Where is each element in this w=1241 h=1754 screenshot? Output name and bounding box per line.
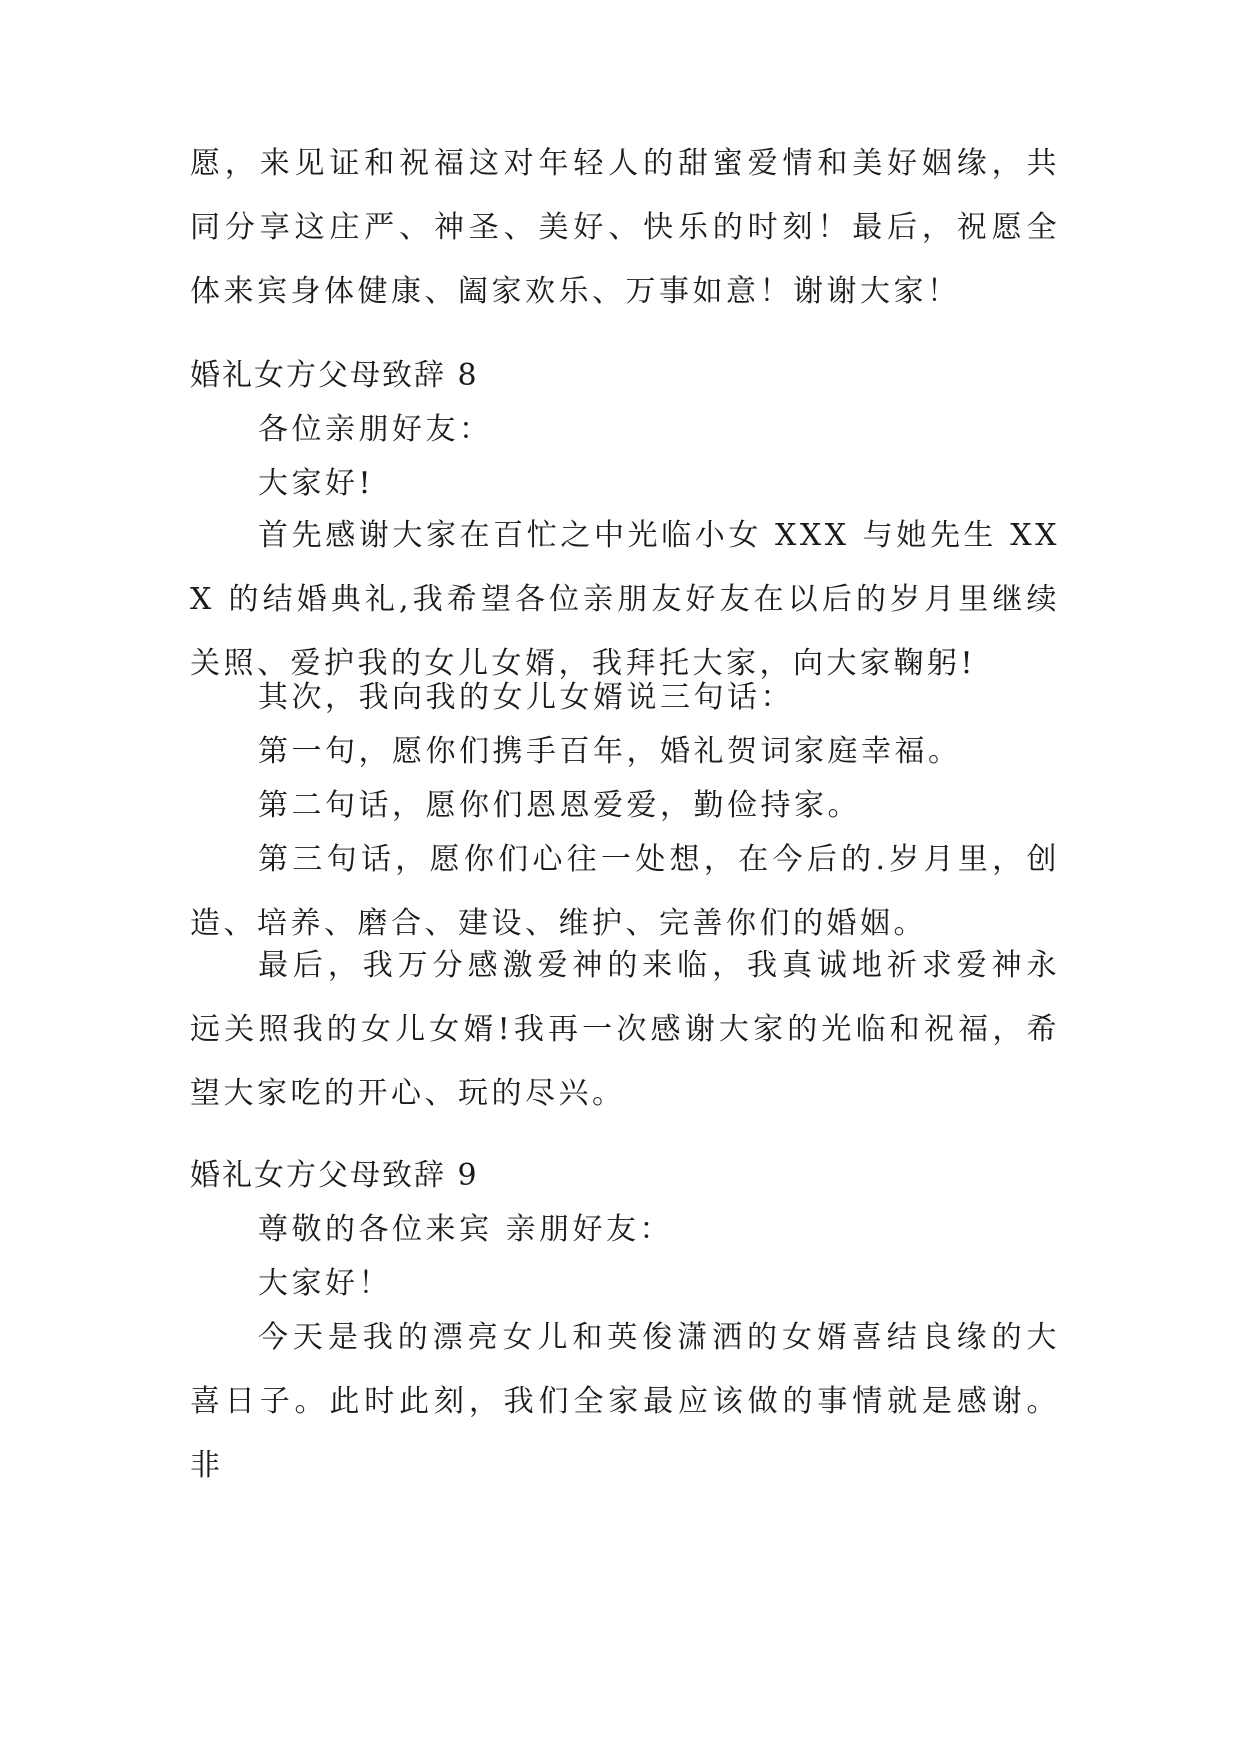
section-8-paragraph: 首先感谢大家在百忙之中光临小女 XXX 与她先生 XXX 的结婚典礼,我希望各位亲朋友好友在以后的岁月里继续关照、爱护我的女儿女婿，我拜托大家，向大家鞠躬! xyxy=(190,518,1060,681)
section-8-title: 婚礼女方父母致辞 8 xyxy=(190,358,479,393)
section-9-title: 婚礼女方父母致辞 9 xyxy=(190,1158,479,1193)
section-8-paragraph: 第二句话，愿你们恩恩爱爱，勤俭持家。 xyxy=(258,788,861,823)
section-8-paragraph: 其次，我向我的女儿女婿说三句话： xyxy=(258,680,794,715)
section-9-greeting: 大家好！ xyxy=(258,1266,392,1301)
section-8-paragraph: 最后，我万分感激爱神的来临，我真诚地祈求爱神永远关照我的女儿女婿!我再一次感谢大家的光临和祝福，希望大家吃的开心、玩的尽兴。 xyxy=(190,948,1060,1111)
continuation-paragraph: 愿，来见证和祝福这对年轻人的甜蜜爱情和美好姻缘，共同分享这庄严、神圣、美好、快乐的时刻！最后，祝愿全体来宾身体健康、阖家欢乐、万事如意！谢谢大家！ xyxy=(190,146,1060,309)
section-8-greeting: 大家好! xyxy=(258,466,375,501)
section-8-salutation: 各位亲朋好友： xyxy=(258,412,493,447)
document-page xyxy=(190,0,1060,1754)
section-9-salutation: 尊敬的各位来宾 亲朋好友： xyxy=(258,1212,674,1247)
section-8-paragraph: 第三句话，愿你们心往一处想，在今后的.岁月里，创造、培养、磨合、建设、维护、完善你们的婚姻。 xyxy=(190,842,1060,941)
section-9-paragraph: 今天是我的漂亮女儿和英俊潇洒的女婿喜结良缘的大喜日子。此时此刻，我们全家最应该做的事情就是感谢。非 xyxy=(190,1320,1060,1483)
section-8-paragraph: 第一句，愿你们携手百年，婚礼贺词家庭幸福。 xyxy=(258,734,962,769)
